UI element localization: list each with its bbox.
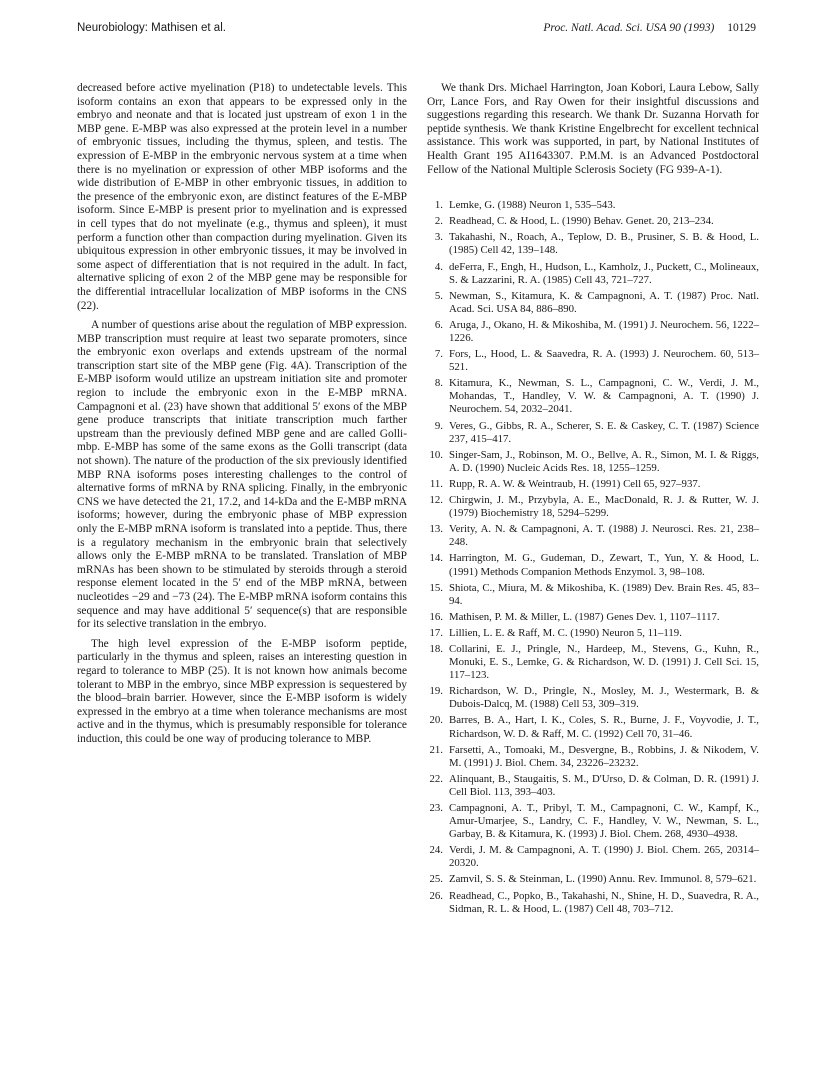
reference-text: Takahashi, N., Roach, A., Teplow, D. B., Prusiner, S. B. & Hood, L. (1985) Cell 42, 139–148.	[449, 231, 759, 257]
reference-text: Readhead, C., Popko, B., Takahashi, N., Shine, H. D., Suavedra, R. A., Sidman, R. L. & Hood, L. (1987) Cell 48, 703–712.	[449, 889, 759, 915]
reference-item	[427, 873, 759, 886]
reference-number: 4.	[434, 260, 443, 273]
reference-item	[427, 685, 759, 711]
reference-number: 11.	[429, 477, 443, 490]
reference-number: 8.	[434, 377, 443, 390]
reference-text: Aruga, J., Okano, H. & Mikoshiba, M. (1991) J. Neurochem. 56, 1222–1226.	[449, 318, 759, 344]
reference-list	[427, 199, 759, 916]
reference-item	[427, 420, 759, 446]
reference-text: Mathisen, P. M. & Miller, L. (1987) Genes Dev. 1, 1107–1117.	[449, 610, 720, 623]
reference-text: Barres, B. A., Hart, I. K., Coles, S. R., Burne, J. F., Voyvodie, J. T., Richardson, W. D. & Raff, M. C. (1992) Cell 70, 31–46.	[449, 714, 759, 740]
right-column	[427, 82, 759, 919]
reference-item	[427, 802, 759, 841]
reference-text: Campagnoni, A. T., Pribyl, T. M., Campagnoni, C. W., Kampf, K., Amur-Umarjee, S., Landry, C. F., Handley, V. W., Newman, S. L., Garbay, B. & Kitamura, K. (1993) J. Biol. Chem. 268, 4930–4938.	[449, 802, 759, 841]
journal-name: Proc. Natl. Acad. Sci. USA 90 (1993)	[543, 22, 715, 34]
reference-item	[427, 215, 759, 228]
reference-text: Zamvil, S. S. & Steinman, L. (1990) Annu. Rev. Immunol. 8, 579–621.	[449, 873, 757, 886]
reference-item	[427, 231, 759, 257]
reference-text: Fors, L., Hood, L. & Saavedra, R. A. (1993) J. Neurochem. 60, 513–521.	[449, 348, 759, 374]
reference-item	[427, 890, 759, 916]
reference-text: Collarini, E. J., Pringle, N., Hardeep, M., Stevens, G., Kuhn, R., Monuki, E. S., Lemke, G. & Richardson, W. D. (1991) J. Cell Sci. 15, 117–123.	[449, 642, 759, 682]
reference-number: 12.	[429, 494, 443, 507]
reference-number: 19.	[429, 685, 443, 698]
reference-text: Verdi, J. M. & Campagnoni, A. T. (1990) J. Biol. Chem. 265, 20314–20320.	[449, 844, 759, 870]
reference-text: Richardson, W. D., Pringle, N., Mosley, M. J., Westermark, B. & Dubois-Dalcq, M. (1988) Cell 53, 309–319.	[449, 685, 759, 711]
reference-number: 6.	[434, 318, 443, 331]
reference-item	[427, 643, 759, 682]
reference-text: Lemke, G. (1988) Neuron 1, 535–543.	[449, 199, 616, 212]
reference-number: 16.	[429, 610, 443, 623]
left-column	[77, 82, 407, 753]
reference-item	[427, 552, 759, 578]
reference-text: Lillien, L. E. & Raff, M. C. (1990) Neuron 5, 11–119.	[449, 626, 682, 639]
reference-text: Harrington, M. G., Gudeman, D., Zewart, T., Yun, Y. & Hood, L. (1991) Methods Companion Methods Enzymol. 3, 98–108.	[449, 552, 759, 578]
body-paragraph: The high level expression of the E-MBP isoform peptide, particularly in the thymus and spleen, raises an interesting question in regard to tolerance to MBP (25). It is not known how animals become tolerant to MBP in the embryo, since MBP expression is sequestered by the blood–brain barrier. However, since the E-MBP isoform is widely expressed in the embryo at a time when tolerance mechanisms are most active and in the thymus, which is presumably responsible for tolerance induction, this could be one way of producing tolerance to MBP.	[77, 637, 407, 745]
reference-item	[427, 290, 759, 316]
reference-number: 17.	[429, 626, 443, 639]
reference-number: 10.	[429, 448, 443, 461]
reference-number: 9.	[434, 419, 443, 432]
reference-item	[427, 714, 759, 740]
reference-number: 13.	[429, 523, 443, 536]
reference-text: Alinquant, B., Staugaitis, S. M., D'Urso, D. & Colman, D. R. (1991) J. Cell Biol. 113, 393–403.	[449, 772, 759, 798]
body-paragraph: A number of questions arise about the regulation of MBP expression. MBP transcription must require at least two separate promoters, since the embryonic exon overlaps and extends upstream of the normal transcription start site of the MBP gene (Fig. 4A). Transcription of the E-MBP isoform would utilize an upstream initiation site and promoter region to include the embryonic exon in the E-MBP mRNA. Campagnoni et al. (23) have shown that additional 5′ exons of the MBP gene produce transcripts that initiate transcription much farther upstream than the previously defined MBP gene and are called Golli-mbp. E-MBP has some of the same exons as the Golli transcript (data not shown). The nature of the production of the six previously identified MBP RNA isoforms poses interesting challenges to the control of alternative forms of mRNA by RNA splicing. Finally, in the embryonic CNS we have detected the 21, 17.2, and 14-kDa and the E-MBP mRNA isoforms; however, during the embryonic phase of MBP expression only the E-MBP mRNA isoform is translated into a peptide. Thus, there is a regulatory mechanism in the embryonic brain that selectively allows only the E-MBP mRNA to be translated. Translation of MBP mRNAs has been shown to be stimulated by steroids through a steroid response element located in the 5′ end of the MBP mRNA, between nucleotides −29 and −73 (24). The E-MBP mRNA isoform contains this sequence and may have additional 5′ sequence(s) that are responsible for its selective translation in the embryo.	[77, 319, 407, 631]
reference-number: 22.	[429, 772, 443, 785]
reference-text: Newman, S., Kitamura, K. & Campagnoni, A. T. (1987) Proc. Natl. Acad. Sci. USA 84, 886–890.	[449, 289, 759, 315]
reference-number: 18.	[429, 642, 443, 655]
reference-number: 15.	[429, 581, 443, 594]
page-header	[77, 22, 756, 40]
reference-number: 20.	[429, 714, 443, 727]
reference-item	[427, 627, 759, 640]
reference-number: 23.	[429, 802, 443, 814]
reference-item	[427, 611, 759, 624]
reference-item	[427, 773, 759, 799]
reference-text: Verity, A. N. & Campagnoni, A. T. (1988) J. Neurosci. Res. 21, 238–248.	[449, 523, 759, 549]
body-paragraph: decreased before active myelination (P18) to undetectable levels. This isoform contains an exon that appears to be expressed only in the embryo and neonate and that is located just upstream of exon 1 in the MBP gene. E-MBP was also expressed at the protein level in a number of embryonic tissues, including the thymus, spleen, and testis. The expression of E-MBP in the embryonic nervous system at a time when there is no myelination or expression of other MBP isoforms and the wide distribution of E-MBP in other embryonic tissues, in addition to the presence of the embryonic exon, are distinct features of the E-MBP isoform. Since E-MBP is present prior to myelination and is expressed in cell types that do not myelinate (e.g., thymus and spleen), it must perform a function other than compaction during myelination. Given its ubiquitous expression in other embryonic tissues, it may be involved in some aspect of differentiation that is not required in the adult. In fact, alternative splicing of exon 2 of the MBP gene may be responsible for the differential intracellular localization of MBP isoforms in the CNS (22).	[77, 82, 407, 312]
running-head: Neurobiology: Mathisen et al.	[77, 22, 226, 34]
reference-number: 1.	[434, 199, 443, 212]
reference-text: Shiota, C., Miura, M. & Mikoshiba, K. (1989) Dev. Brain Res. 45, 83–94.	[449, 581, 759, 607]
reference-item	[427, 377, 759, 416]
reference-text: deFerra, F., Engh, H., Hudson, L., Kamholz, J., Puckett, C., Molineaux, S. & Lazzarini, R. A. (1985) Cell 43, 721–727.	[449, 260, 759, 286]
reference-number: 7.	[434, 348, 443, 361]
acknowledgment: We thank Drs. Michael Harrington, Joan Kobori, Laura Lebow, Sally Orr, Lance Fors, and Ray Owen for their insightful discussions and suggestions regarding this research. We thank Dr. Suzanna Horvath for peptide synthesis. We thank Kristine Engelbrecht for excellent technical assistance. This work was supported, in part, by National Institutes of Health Grant 195 AI1643307. P.M.M. is an Advanced Postdoctoral Fellow of the National Multiple Sclerosis Society (FG 939-A-1).	[427, 82, 759, 176]
reference-text: Farsetti, A., Tomoaki, M., Desvergne, B., Robbins, J. & Nikodem, V. M. (1991) J. Biol. Chem. 34, 23226–23232.	[449, 743, 759, 769]
reference-text: Kitamura, K., Newman, S. L., Campagnoni, C. W., Verdi, J. M., Mohandas, T., Handley, V. W. & Campagnoni, A. T. (1990) J. Neurochem. 54, 2032–2041.	[449, 377, 759, 416]
reference-item	[427, 744, 759, 770]
reference-item	[427, 449, 759, 475]
reference-item	[427, 199, 759, 212]
reference-number: 5.	[434, 289, 443, 302]
reference-number: 26.	[429, 889, 443, 902]
reference-item	[427, 523, 759, 549]
reference-item	[427, 319, 759, 345]
reference-item	[427, 261, 759, 287]
reference-item	[427, 582, 759, 608]
reference-item	[427, 478, 759, 491]
reference-text: Readhead, C. & Hood, L. (1990) Behav. Genet. 20, 213–234.	[449, 215, 714, 228]
reference-item	[427, 844, 759, 870]
reference-item	[427, 494, 759, 520]
reference-text: Rupp, R. A. W. & Weintraub, H. (1991) Cell 65, 927–937.	[449, 477, 701, 490]
reference-item	[427, 348, 759, 374]
reference-number: 24.	[429, 844, 443, 857]
reference-text: Chirgwin, J. M., Przybyla, A. E., MacDonald, R. J. & Rutter, W. J. (1979) Biochemistry 18, 5294–5299.	[449, 494, 759, 520]
reference-number: 3.	[434, 231, 443, 244]
reference-number: 21.	[429, 743, 443, 756]
reference-text: Singer-Sam, J., Robinson, M. O., Bellve, A. R., Simon, M. I. & Riggs, A. D. (1990) Nucleic Acids Res. 18, 1255–1259.	[449, 448, 759, 474]
journal-citation	[543, 22, 756, 34]
reference-number: 25.	[429, 873, 443, 886]
reference-number: 14.	[429, 552, 443, 565]
reference-number: 2.	[434, 215, 443, 228]
page-number: 10129	[727, 22, 756, 34]
reference-text: Veres, G., Gibbs, R. A., Scherer, S. E. & Caskey, C. T. (1987) Science 237, 415–417.	[449, 419, 759, 445]
